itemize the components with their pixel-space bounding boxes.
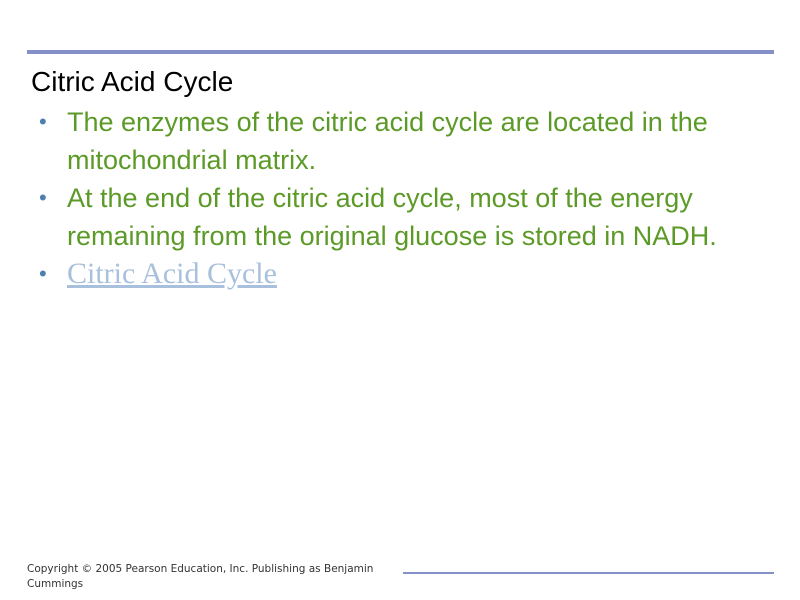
bullet-text: The enzymes of the citric acid cycle are located in the mitochondrial matrix.: [67, 107, 708, 175]
bullet-dot-icon: •: [39, 261, 47, 286]
citric-acid-cycle-link[interactable]: Citric Acid Cycle: [67, 257, 277, 290]
copyright-notice: Copyright © 2005 Pearson Education, Inc. Publishing as Benjamin Cummings: [27, 562, 403, 592]
bullet-list: [31, 103, 771, 293]
top-divider: [27, 50, 774, 54]
bullet-item: [31, 103, 771, 179]
bullet-dot-icon: •: [39, 185, 47, 210]
bullet-text: At the end of the citric acid cycle, most of the energy remaining from the original glucose is stored in NADH.: [67, 183, 717, 251]
bullet-item: [31, 179, 771, 255]
bullet-item: [31, 255, 771, 293]
slide-title: Citric Acid Cycle: [31, 66, 234, 97]
bullet-dot-icon: •: [39, 109, 47, 134]
